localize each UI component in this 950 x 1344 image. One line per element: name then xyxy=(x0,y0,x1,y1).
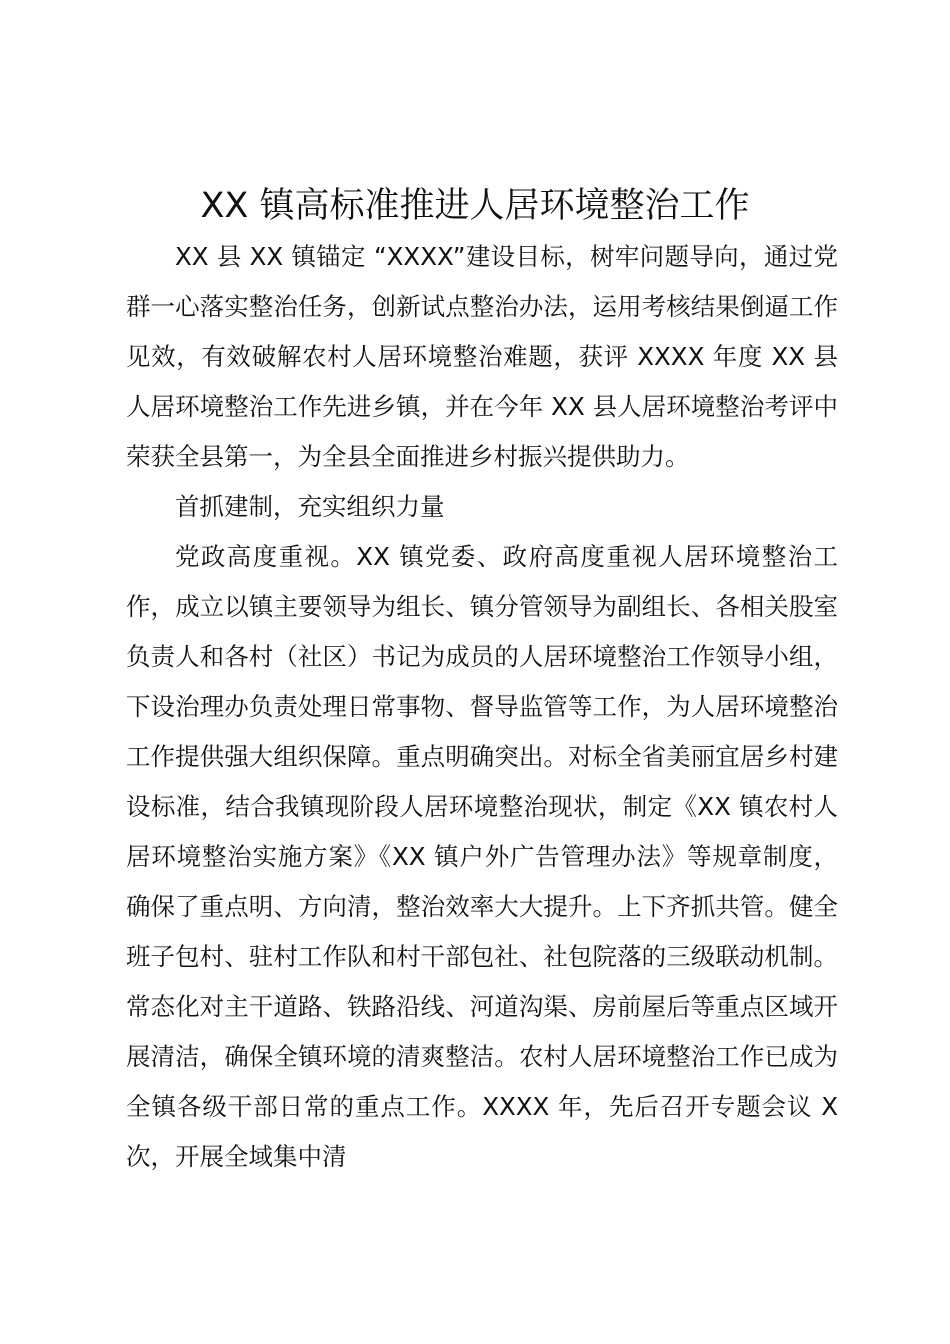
paragraph-organization: 党政高度重视。XX 镇党委、政府高度重视人居环境整治工作，成立以镇主要领导为组长、镇分管领导为副组长、各相关股室负责人和各村（社区）书记为成员的人居环境整治工作领导小组，下设治理办负责处理日常事物、督导监管等工作，为人居环境整治工作提供强大组织保障。重点明确突出。对标全省美丽宜居乡村建设标准，结合我镇现阶段人居环境整治现状，制定《XX 镇农村人居环境整治实施方案》《XX 镇户外广告管理办法》等规章制度，确保了重点明、方向清，整治效率大大提升。上下齐抓共管。健全班子包村、驻村工作队和村干部包社、社包院落的三级联动机制。常态化对主干道路、铁路沿线、河道沟渠、房前屋后等重点区域开展清洁，确保全镇环境的清爽整洁。农村人居环境整治工作已成为全镇各级干部日常的重点工作。XXXX 年，先后召开专题会议 X 次，开展全域集中清 xyxy=(126,542,838,1171)
document-body xyxy=(126,232,838,1182)
paragraph-intro: XX 县 XX 镇锚定 “XXXX”建设目标，树牢问题导向，通过党群一心落实整治任务，创新试点整治办法，运用考核结果倒逼工作见效，有效破解农村人居环境整治难题，获评 XXXX 年度 XX 县人居环境整治工作先进乡镇，并在今年 XX 县人居环境整治考评中荣获全县第一，为全县全面推进乡村振兴提供助力。 xyxy=(126,242,839,471)
document-title: XX 镇高标准推进人居环境整治工作 xyxy=(200,186,750,226)
section-heading: 首抓建制，充实组织力量 xyxy=(175,492,445,521)
